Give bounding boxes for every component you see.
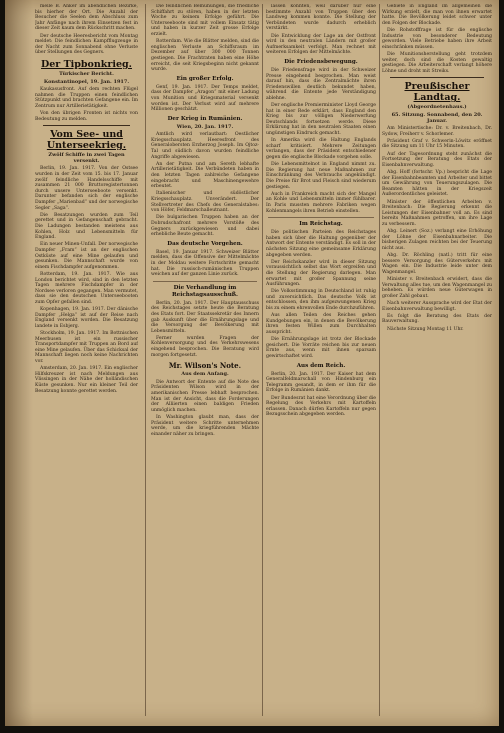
paragraph: Die Besatzungen wurden zum Teil gerettet und in Gefangenschaft gebracht. Die Ladungen bestanden meistens aus Kohlen, Holz und Lebensmitteln für England.: [35, 212, 138, 241]
dateline: 65. Sitzung. Sonnabend, den 20. Januar.: [391, 111, 483, 124]
paragraph: Der Bundesrat hat eine Verordnung über die Regelung des Verkehrs mit Kartoffeln erlassen. Danach dürfen Kartoffeln nur gegen Bezugsschein abgegeben werden.: [266, 395, 376, 418]
section-heading: Der Tipbonkrieg.: [41, 58, 132, 70]
paragraph: Rotterdam, 19. Jan. 1917. Wie aus London berichtet wird, sind in den letzten Tagen mehrere Fischdampfer in der Nordsee verloren gegangen. Man vermutet, dass sie den deutschen Unterseebooten zum Opfer gefallen sind.: [35, 271, 138, 305]
section-heading: Preußischer Landtag.: [404, 81, 470, 104]
paragraph: Berlin, 20. Jan. 1917. Der Kaiser hat dem Generalfeldmarschall von Hindenburg ein Telegramm gesandt, in dem er ihm für die Erfolge in Rumänien dankt.: [266, 371, 376, 394]
page-fold-shadow: [5, 0, 33, 726]
paragraph: lassen könnten, weil darüber nur eine bestimmte Anzahl von Truppen über den Landweg kommen konnte. Die Stellung der Verbündeten wurde dadurch erheblich verstärkt.: [266, 4, 376, 32]
paragraph: Am Ministertische: Dr. v. Breitenbach, Dr. Sydow, Freiherr v. Schorlemer.: [382, 126, 492, 137]
paragraph: Rotterdam. Wie die Blätter melden, sind die englischen Verluste an Schiffsraum im Dezember auf über 300 000 Tonnen gestiegen. Die Frachtraten haben eine Höhe erreicht, die seit Kriegsbeginn nicht gekannt wurde.: [151, 39, 259, 73]
paragraph: Abg. Hoff (fortschr. Vp.) bespricht die Lage der Eisenbahnbeamten und Arbeiter und bittet um Gewährung von Teuerungszulagen. Die Beamten hätten in der Kriegszeit Außerordentliches geleistet.: [382, 170, 492, 198]
section-heading: Im Reichstag.: [299, 221, 343, 228]
scan-bottom-border: [0, 726, 504, 733]
divider: [390, 77, 484, 78]
paragraph: Die Lebensmittelnot in England nimmt zu. Die Regierung hat neue Maßnahmen zur Einschränkung des Verbrauchs angekündigt. Die Preise für Brot und Fleisch sind wiederum gestiegen.: [266, 162, 376, 190]
divider: [153, 281, 257, 282]
subheading: (Abgeordnetenhaus.): [407, 104, 467, 111]
paragraph: Gebiete in England im allgemeinen die Wirkung erzielt, die man von ihnen erwartet hatte. Die Bevölkerung leidet schwer unter den Folgen der Blockade.: [382, 4, 492, 26]
paragraph: Auch in Frankreich macht sich der Mangel an Kohle und Lebensmitteln immer fühlbarer. In Paris mussten mehrere Fabriken wegen Kohlenmangels ihren Betrieb einstellen.: [266, 191, 376, 214]
paragraph: Die Friedensfrage wird in der Schweizer Presse eingehend besprochen. Man weist darauf hin, dass die Zentralmächte ihren Friedenswillen deutlich bekundet haben, während die Entente jede Verständigung ablehne.: [266, 67, 376, 101]
paragraph: Basel, 19. Januar 1917. Schweizer Blätter melden, dass die Offensive der Mittelmächte in der Moldau weitere Fortschritte gemacht hat. Die russisch-rumänischen Truppen weichen auf der ganzen Linie zurück.: [151, 249, 259, 278]
paragraph: Die bulgarischen Truppen haben an der Dobrudschafront mehrere Vorstöße des Gegners zurückgewiesen und dabei erhebliche Beute gemacht.: [151, 215, 259, 238]
paragraph: In Amerika wird die Haltung Englands scharf kritisiert. Mehrere Zeitungen verlangen, dass der Präsident entschiedener gegen die englische Blockade vorgehen solle.: [266, 138, 376, 161]
subheading: Aus dem Anfang.: [181, 371, 229, 378]
column-rule: [145, 4, 146, 716]
paragraph: Der englische Premierminister Lloyd George hat in einer Rede erklärt, dass England den Krieg bis zur völligen Niederwerfung Deutschlands fortsetzen werde. Diese Erklärung hat in den neutralen Staaten einen ungünstigen Eindruck gemacht.: [266, 103, 376, 137]
column-4: [382, 4, 492, 720]
column-1: [35, 4, 138, 720]
paragraph: Amtlich wird verlautbart: Oestlicher Kriegsschauplatz. Heeresfront des Generalobersten Erzherzog Joseph. Im Ojtoz-Tal und südlich davon wurden feindliche Angriffe abgewiesen.: [151, 132, 259, 160]
paragraph: Auf der Tagesordnung steht zunächst die Fortsetzung der Beratung des Etats der Eisenbahnverwaltung.: [382, 151, 492, 168]
paragraph: Die Entwicklung der Lage an der Ostfront wird in den neutralen Ländern mit großer Aufmerksamkeit verfolgt. Man rechnet mit weiteren Erfolgen der Mittelmächte.: [266, 33, 376, 56]
paragraph: Ferner wurden Fragen der Kohlenversorgung und des Verkehrswesens eingehend besprochen. Die Beratung wird morgen fortgesetzt.: [151, 335, 259, 358]
paragraph: Minister v. Breitenbach erwidert, dass die Verwaltung alles tue, um den Wagenmangel zu beheben. Es würden neue Güterwagen in großer Zahl gebaut.: [382, 277, 492, 299]
section-heading: Das deutsche Vorgehen.: [167, 240, 243, 247]
paragraph: Die Antwort der Entente auf die Note des Präsidenten Wilson wird in der amerikanischen Presse lebhaft besprochen. Man ist der Ansicht, dass die Forderungen der Alliierten einen baldigen Frieden unmöglich machen.: [151, 379, 259, 413]
section-heading: Ein großer Erfolg.: [176, 75, 234, 82]
paragraph: Die Volksstimmung in Deutschland ist ruhig und zuversichtlich. Das deutsche Volk ist entschlossen, den ihm aufgezwungenen Krieg bis zu einem ehrenvollen Ende durchzuführen.: [266, 289, 376, 312]
subheading: Türkischer Bericht.: [59, 70, 114, 77]
paragraph: Italienischer und südöstlicher Kriegsschauplatz. Unverändert. Der Stellvertreter des Chefs des Generalstabes: von Höfer, Feldmarschalleutnant.: [151, 191, 259, 214]
section-heading: Der Krieg in Rumänien.: [167, 115, 243, 122]
paragraph: melle B. Anker im abendlichen Bezirke, bis hierher der Ort. Die Anzahl der Besucher die Seelen dem Abschluss zum Jahr Anfänge nach ihrem Einsetzen fest in dieser Zeit kaum dem Rückschritt machen.: [35, 4, 138, 32]
paragraph: Die feindlichen Bemühungen, die friedliche Schiffahrt zu stören, haben in der letzten Woche zu keinem Erfolge geführt. Die Unterseeboote sind mit vollem Einsatz tätig und haben in kurzer Zeit grosse Erfolge erzielt.: [151, 4, 259, 37]
paragraph: Amsterdam, 20. Jan. 1917. Ein englischer Hilfskreuzer ist nach Meldungen aus Vlissingen in der Nähe der holländischen Küste gesunken. Nur ein kleiner Teil der Besatzung konnte gerettet werden.: [35, 366, 138, 394]
paragraph: Von den übrigen Fronten ist nichts von Bedeutung zu melden.: [35, 111, 138, 122]
divider: [43, 125, 130, 126]
paragraph: Genf, 19. Jan. 1917. Der Temps meldet, dass der Dampfer „Aragon“ mit einer Ladung von Munition und Kriegsmaterial versenkt worden ist. Der Verlust wird auf mehrere Millionen geschätzt.: [151, 84, 259, 113]
paragraph: Der deutsche Heeresbericht vom Montag meldet: Die feindlichen Kampfflugzeuge in der Nacht zum Sonnabend ohne Verluste über Stellungen des Gegners.: [35, 33, 138, 56]
section-heading: Vom See- und Unterseekrieg.: [46, 129, 127, 152]
paragraph: In Washington glaubt man, dass der Präsident weitere Schritte unternehmen werde, um die kriegführenden Mächte einander näher zu bringen.: [151, 415, 259, 437]
paragraph: An der Putna und am Sereth lebhafte Artillerietätigkeit. Die Verbündeten haben in den letzten Tagen zahlreiche Gefangene eingebracht und Maschinengewehre erbeutet.: [151, 161, 259, 190]
paragraph: Präsident Graf v. Schwerin-Löwitz eröffnet die Sitzung um 11 Uhr 15 Minuten.: [382, 138, 492, 150]
paragraph: Abg. Dr. Röchling (natl.) tritt für eine bessere Versorgung des Güterverkehrs mit Wagen ein. Die Industrie leide unter dem Wagenmangel.: [382, 253, 492, 275]
paragraph: Abg. Leinert (Soz.) verlangt eine Erhöhung der Löhne der Eisenbahnarbeiter. Die bisherigen Zulagen reichten bei der Teuerung nicht aus.: [382, 229, 492, 251]
paragraph: Berlin, 19. Jan. 1917. Von der Ostsee wurden in der Zeit vom 15. bis 17. Januar zwölf feindliche Handelsschiffe mit zusammen 21 000 Bruttoregistertonnen durch unsere Unterseeboote versenkt. Darunter befanden sich der englische Dampfer „Marienbad“ und der norwegische Segler „Saga“.: [35, 166, 138, 211]
newspaper-page: [5, 0, 499, 726]
dateline: Konstantinopel, 19. Jan. 1917.: [43, 78, 130, 85]
section-heading: Die Friedensbewegung.: [284, 58, 358, 65]
column-3: [266, 4, 376, 720]
paragraph: Die politischen Parteien des Reichstages haben sich über die Haltung gegenüber der Antwort der Entente verständigt. Es soll in der nächsten Sitzung eine gemeinsame Erklärung abgegeben werden.: [266, 230, 376, 258]
paragraph: Nächste Sitzung Montag 11 Uhr.: [387, 326, 464, 332]
section-heading: Die Verhandlung im Reichstagsausschuß.: [172, 284, 238, 298]
paragraph: Kaukasusfront. Auf dem rechten Flügel nahmen die Truppen einen feindlichen Stützpunkt und brachten Gefangene ein. Im Zentrum nur Artillerietätigkeit.: [35, 87, 138, 109]
paragraph: Aus allen Teilen des Reiches gehen Kundgebungen ein, in denen die Bevölkerung ihren festen Willen zum Durchhalten ausspricht.: [266, 313, 376, 336]
section-heading: Mr. Wilson's Note.: [168, 361, 242, 371]
paragraph: Minister der öffentlichen Arbeiten v. Breitenbach: Die Regierung erkennt die Leistungen der Eisenbahner voll an. Es sind bereits Maßnahmen getroffen, um ihre Lage zu verbessern.: [382, 199, 492, 227]
divider: [268, 217, 374, 218]
column-rule: [262, 4, 263, 716]
subheading: Zwölf Schiffe in zwei Tagen versenkt.: [48, 152, 125, 164]
paragraph: Der Reichskanzler wird in dieser Sitzung voraussichtlich selbst das Wort ergreifen und die Stellung der Regierung darlegen. Man erwartet mit großer Spannung seine Ausführungen.: [266, 259, 376, 288]
dateline: Wien, 20. Jan. 1917.: [176, 123, 234, 130]
section-heading: Aus dem Reich.: [296, 362, 346, 369]
paragraph: Es folgt die Beratung des Etats der Bauverwaltung.: [382, 313, 492, 325]
paragraph: Stockholm, 19. Jan. 1917. Im Bottnischen Meerbusen ist ein russischer Transportdampfer mit Truppen an Bord auf eine Mine gelaufen. Über das Schicksal der Mannschaft liegen noch keine Nachrichten vor.: [35, 331, 138, 365]
paragraph: Berlin, 20. Jan. 1917. Der Hauptausschuss des Reichstages setzte heute die Beratung des Etats fort. Der Staatssekretär des Innern gab Auskunft über die Ernährungslage und die Versorgung der Bevölkerung mit Lebensmitteln.: [151, 300, 259, 334]
paragraph: Nach weiterer Aussprache wird der Etat der Eisenbahnverwaltung bewilligt.: [382, 301, 492, 312]
paragraph: Kopenhagen, 19. Jan. 1917. Der dänische Dampfer „Helga“ ist auf der Reise nach England versenkt worden. Die Besatzung landete in Esbjerg.: [35, 307, 138, 329]
column-2: [151, 4, 259, 720]
paragraph: Die Ernährungslage ist trotz der Blockade gesichert. Die Vorräte reichen bis zur neuen Ernte aus, wenn mit ihnen sparsam gewirtschaftet wird.: [266, 337, 376, 359]
column-rule: [379, 4, 380, 716]
paragraph: Die Rohstofffrage ist für die englische Industrie von besonderer Bedeutung geworden. Viele Betriebe haben ihre Arbeit einschränken müssen.: [382, 27, 492, 50]
paragraph: Die Munitionsherstellung geht trotzdem weiter, doch sind die Kosten gewaltig gestiegen. Die Arbeiterschaft verlangt höhere Löhne und droht mit Streiks.: [382, 51, 492, 74]
paragraph: Ein neuer Minen-Unfall. Der norwegische Dampfer „Fram“ ist an der englischen Ostküste auf eine Mine gelaufen und gesunken. Die Mannschaft wurde von einem Fischdampfer aufgenommen.: [35, 242, 138, 270]
